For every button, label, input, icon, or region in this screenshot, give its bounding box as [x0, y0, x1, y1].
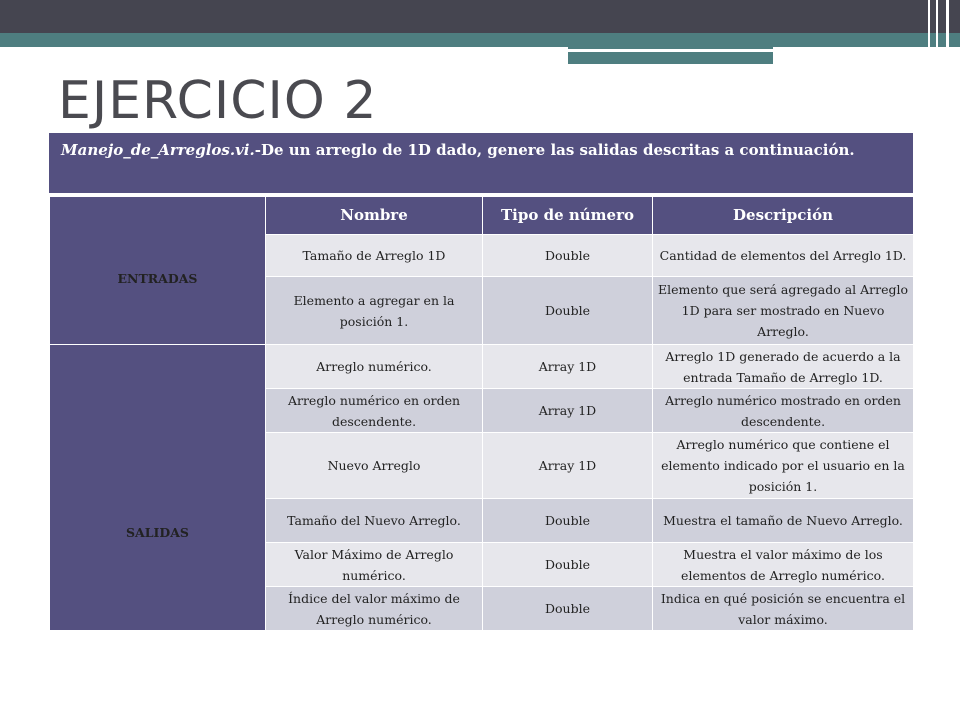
- cell-descripcion: Indica en qué posición se encuentra el valor máximo.: [653, 587, 914, 631]
- cell-descripcion: Arreglo numérico que contiene el elemento indicado por el usuario en la posición 1.: [653, 433, 914, 499]
- cell-tipo: Double: [483, 277, 653, 345]
- io-table: [49, 196, 914, 631]
- header-descripcion: Descripción: [653, 197, 914, 235]
- decorative-line: [946, 0, 949, 66]
- cell-nombre: Arreglo numérico en orden descendente.: [266, 389, 483, 433]
- description-text: -De un arreglo de 1D dado, genere las salidas descritas a continuación.: [254, 141, 855, 159]
- page-title: EJERCICIO 2: [58, 71, 378, 131]
- header-bar: [0, 0, 960, 33]
- cell-tipo: Double: [483, 235, 653, 277]
- cell-tipo: Double: [483, 499, 653, 543]
- group-label-entradas: ENTRADAS: [50, 197, 266, 345]
- header-nombre: Nombre: [266, 197, 483, 235]
- cell-tipo: Array 1D: [483, 345, 653, 389]
- table-row: [50, 345, 914, 389]
- cell-nombre: Índice del valor máximo de Arreglo numérico.: [266, 587, 483, 631]
- cell-nombre: Nuevo Arreglo: [266, 433, 483, 499]
- decorative-line: [888, 52, 938, 54]
- cell-nombre: Elemento a agregar en la posición 1.: [266, 277, 483, 345]
- exercise-description: [49, 133, 913, 193]
- cell-tipo: Double: [483, 543, 653, 587]
- cell-descripcion: Arreglo numérico mostrado en orden descendente.: [653, 389, 914, 433]
- cell-descripcion: Arreglo 1D generado de acuerdo a la entrada Tamaño de Arreglo 1D.: [653, 345, 914, 389]
- decorative-line: [568, 49, 888, 52]
- cell-nombre: Tamaño del Nuevo Arreglo.: [266, 499, 483, 543]
- cell-nombre: Valor Máximo de Arreglo numérico.: [266, 543, 483, 587]
- cell-descripcion: Cantidad de elementos del Arreglo 1D.: [653, 235, 914, 277]
- header-tipo: Tipo de número: [483, 197, 653, 235]
- cell-descripcion: Muestra el valor máximo de los elementos de Arreglo numérico.: [653, 543, 914, 587]
- header-accent-bar: [0, 33, 960, 47]
- cell-descripcion: Muestra el tamaño de Nuevo Arreglo.: [653, 499, 914, 543]
- vi-name: Manejo_de_Arreglos.vi.: [61, 141, 255, 159]
- decorative-line: [928, 0, 930, 62]
- table-header-row: [50, 197, 914, 235]
- cell-tipo: Array 1D: [483, 433, 653, 499]
- group-label-salidas: SALIDAS: [50, 345, 266, 631]
- cell-tipo: Double: [483, 587, 653, 631]
- cell-nombre: Arreglo numérico.: [266, 345, 483, 389]
- cell-nombre: Tamaño de Arreglo 1D: [266, 235, 483, 277]
- cell-descripcion: Elemento que será agregado al Arreglo 1D para ser mostrado en Nuevo Arreglo.: [653, 277, 914, 345]
- decorative-line: [936, 0, 938, 62]
- cell-tipo: Array 1D: [483, 389, 653, 433]
